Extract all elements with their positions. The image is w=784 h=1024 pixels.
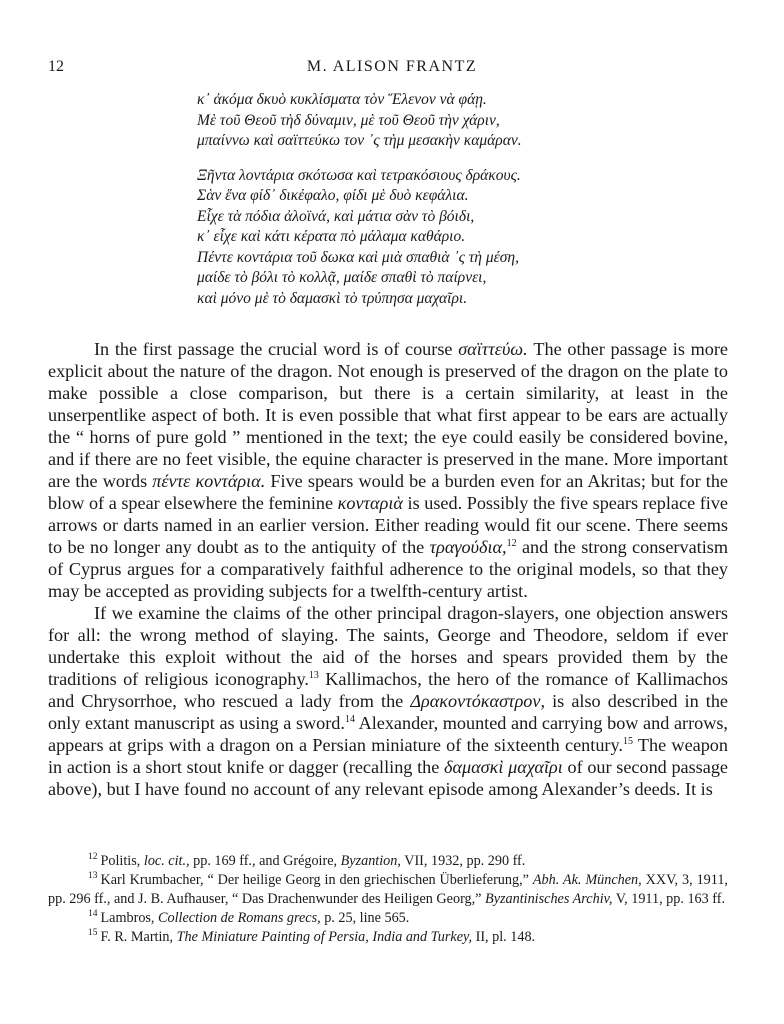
text-run: Kallimachos, the hero of the romance of Kallimachos and Chrysorrhoe, who rescued a lady from the (48, 669, 729, 711)
footnote-number: 12 (88, 852, 98, 863)
text-run: The other passage is more explicit about the nature of the dragon. Not enough is preserved of the dragon on the plate to make possible a close comparison, but there is a certain similarity, at least in the unserpentlike aspect of both. It is even possible that what first appear to be ears are actually the “ horns of pure gold ” mentioned in the text; the eye could easily be considered bovine, and if there are no feet visible, the equine character is preserved in the mane. More important are the words (48, 339, 728, 491)
greek-term: δαμασκὶ μαχαῖρι (444, 757, 563, 777)
footnote-ref-15[interactable]: 15 (622, 735, 633, 747)
text-run: XXV, 3, 1911, pp. 296 ff., and J. B. Aufhauser, “ Das Drachenwunder des Heiligen Georg,” (48, 872, 728, 907)
text-run: In the first passage the crucial word is of course (94, 339, 459, 359)
footnote-ref-13[interactable]: 13 (308, 669, 319, 681)
text-run: F. R. Martin, (100, 929, 177, 945)
greek-term: τραγούδια, (429, 537, 507, 557)
text-run: is used. Possibly the five spears replace five arrows or darts named in an earlier version. Either reading would fit our scene. There seems to be no longer any doubt as to the antiquity of the (48, 493, 729, 557)
footnote-12 (48, 852, 728, 871)
footnote-number: 15 (88, 928, 98, 939)
poem-line: Πέντε κοντάρια τοῦ δωκα καὶ μιὰ σπαθιὰ ᾽ς τὴ μέση, (197, 248, 519, 266)
citation-title: loc. cit., (143, 853, 190, 869)
text-run: p. 25, line 565. (320, 910, 410, 926)
footnote-number: 14 (88, 909, 98, 920)
citation-title: Byzantinisches Archiv, (485, 891, 613, 907)
paragraph-2 (48, 602, 728, 800)
body-text (48, 338, 728, 800)
citation-title: Abh. Ak. München, (532, 872, 642, 888)
footnote-15 (48, 928, 728, 947)
poem-line: κ᾽ εἶχε καὶ κάτι κέρατα πὸ μάλαμα καθάριο. (197, 228, 466, 245)
poem-line: καὶ μόνο μὲ τὸ δαμασκὶ τὸ τρύπησα μαχαῖρι. (197, 289, 468, 307)
poem-stanza-1 (197, 90, 522, 152)
page-number: 12 (48, 58, 64, 75)
citation-title: Byzantion, (340, 853, 401, 869)
footnote-ref-12[interactable]: 12 (506, 537, 517, 549)
citation-title: Collection de Romans grecs, (158, 910, 321, 926)
text-run: V, 1911, pp. 163 ff. (612, 891, 726, 907)
footnote-ref-14[interactable]: 14 (344, 713, 355, 725)
text-run: Politis, (100, 853, 144, 869)
poem-line: κ᾽ ἀκόμα δκυὸ κυκλίσματα τὸν Ἕλενον νὰ φάῃ. (197, 91, 487, 108)
text-run: is also described in the only extant manuscript as using a sword. (48, 691, 729, 733)
poem-line: Εἶχε τὰ πόδια ἀλοϊνά, καὶ μάτια σὰν τὸ βόιδι, (197, 207, 475, 225)
text-run: pp. 169 ff., and Grégoire, (189, 853, 341, 869)
paragraph-1 (48, 338, 728, 602)
poem-line: Ξῆντα λοντάρια σκότωσα καὶ τετρακόσιους δράκους. (197, 166, 521, 184)
poem-line: Μὲ τοῦ Θεοῦ τὴδ δύναμιν, μὲ τοῦ Θεοῦ τὴν χάριν, (197, 111, 500, 129)
footnote-13 (48, 871, 728, 909)
running-head: M. ALISON FRANTZ (306, 58, 478, 75)
greek-term: Δρακοντόκαστρον, (410, 691, 546, 711)
poem-line: μαίδε τὸ βόλι τὸ κολλᾷ, μαίδε σπαθὶ τὸ παίρνει, (197, 269, 487, 286)
footnotes (48, 852, 728, 947)
poem-line: Σὰν ἕνα φίδ᾽ δικέφαλο, φίδι μὲ δυὸ κεφάλια. (197, 187, 469, 204)
text-run: Lambros, (100, 910, 159, 926)
poem-line: μπαίννω καὶ σαϊττεύκω τον ᾽ς τὴμ μεσακὴν καμάραν. (197, 132, 522, 149)
text-run: If we examine the claims of the other principal dragon-slayers, one objection answers for all: the wrong method of slaying. The saints, George and Theodore, seldom if ever undertake this exploit without the aid of the horses and spears provided them by the traditions of religious iconography. (48, 603, 728, 689)
greek-poem-excerpt (197, 90, 522, 309)
text-run: Alexander, mounted and carrying bow and arrows, appears at grips with a dragon on a Persian miniature of the sixteenth century. (48, 713, 728, 755)
text-run: II, pl. 148. (472, 929, 536, 945)
text-run: Karl Krumbacher, “ Der heilige Georg in den griechischen Überlieferung,” (100, 872, 533, 888)
greek-term: σαϊττεύω. (458, 339, 528, 359)
text-run: of our second passage above), but I have found no account of any relevant episode among Alexander’s deeds. It is (48, 757, 729, 799)
greek-term: κονταριὰ (337, 493, 403, 513)
text-run: VII, 1932, pp. 290 ff. (400, 853, 526, 869)
footnote-14 (48, 909, 728, 928)
text-run: The weapon in action is a short stout knife or dagger (recalling the (48, 735, 728, 777)
citation-title: The Miniature Painting of Persia, India and Turkey, (176, 929, 473, 945)
greek-term: πέντε κοντάρια. (152, 471, 266, 491)
footnote-number: 13 (88, 871, 98, 882)
text-run: Five spears would be a burden even for an Akritas; but for the blow of a spear elsewhere the feminine (48, 471, 728, 513)
poem-stanza-2 (197, 166, 522, 310)
text-run: and the strong conservatism of Cyprus argues for a comparatively faithful adherence to the original models, so that they may be accepted as providing subjects for a twelfth-century artist. (48, 537, 728, 601)
